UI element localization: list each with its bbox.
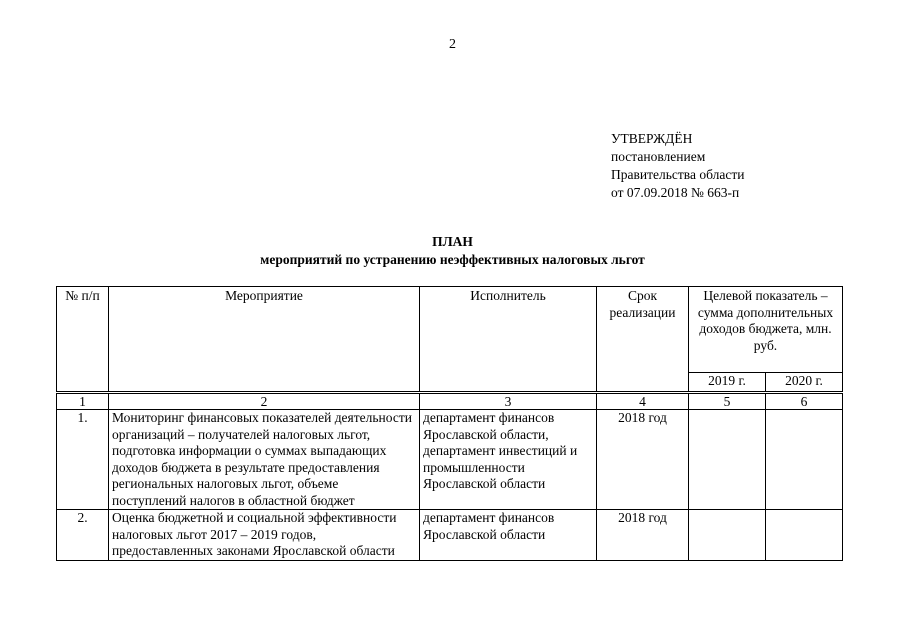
table-header-row: [57, 287, 843, 373]
column-number-1: 1: [57, 393, 109, 410]
column-number-5: 5: [689, 393, 766, 410]
header-year-2019: 2019 г.: [689, 373, 766, 393]
header-executor: Исполнитель: [420, 287, 597, 393]
column-number-6: 6: [766, 393, 843, 410]
row-term: 2018 год: [597, 510, 689, 561]
approval-line-government: Правительства области: [611, 167, 745, 182]
approval-stamp: [611, 130, 744, 202]
row-target-2020: [766, 410, 843, 510]
header-target: Целевой показатель – сумма дополнительных доходов бюджета, млн. руб.: [689, 287, 843, 373]
row-num: 2.: [57, 510, 109, 561]
plan-title: [0, 233, 905, 269]
column-numbers-row: [57, 393, 843, 410]
column-number-4: 4: [597, 393, 689, 410]
approval-line-resolution: постановлением: [611, 149, 706, 164]
approval-line-date: от 07.09.2018 № 663-п: [611, 185, 740, 200]
row-term: 2018 год: [597, 410, 689, 510]
row-activity: Мониторинг финансовых показателей деятельности организаций – получателей налоговых льгот, подготовка информации о суммах выпадающих доходов бюджета в результате предоставления региональных налоговых льгот, объеме поступлений налогов в областной бюджет: [109, 410, 420, 510]
header-activity: Мероприятие: [109, 287, 420, 393]
row-num: 1.: [57, 410, 109, 510]
row-target-2019: [689, 410, 766, 510]
header-num: № п/п: [57, 287, 109, 393]
column-number-2: 2: [109, 393, 420, 410]
row-executor: департамент финансов Ярославской области: [420, 510, 597, 561]
column-number-3: 3: [420, 393, 597, 410]
row-activity: Оценка бюджетной и социальной эффективности налоговых льгот 2017 – 2019 годов, предоставленных законами Ярославской области: [109, 510, 420, 561]
table-row: [57, 510, 843, 561]
approval-line-approved: УТВЕРЖДЁН: [611, 131, 693, 146]
page-number: 2: [449, 37, 456, 52]
plan-title-main: ПЛАН: [432, 234, 473, 249]
row-target-2020: [766, 510, 843, 561]
table-row: [57, 410, 843, 510]
plan-title-subtitle: мероприятий по устранению неэффективных налоговых льгот: [260, 252, 645, 267]
plan-table: [56, 286, 843, 561]
header-term: Срок реализации: [597, 287, 689, 393]
header-year-2020: 2020 г.: [766, 373, 843, 393]
row-target-2019: [689, 510, 766, 561]
row-executor: департамент финансов Ярославской области, департамент инвестиций и промышленности Ярославской области: [420, 410, 597, 510]
